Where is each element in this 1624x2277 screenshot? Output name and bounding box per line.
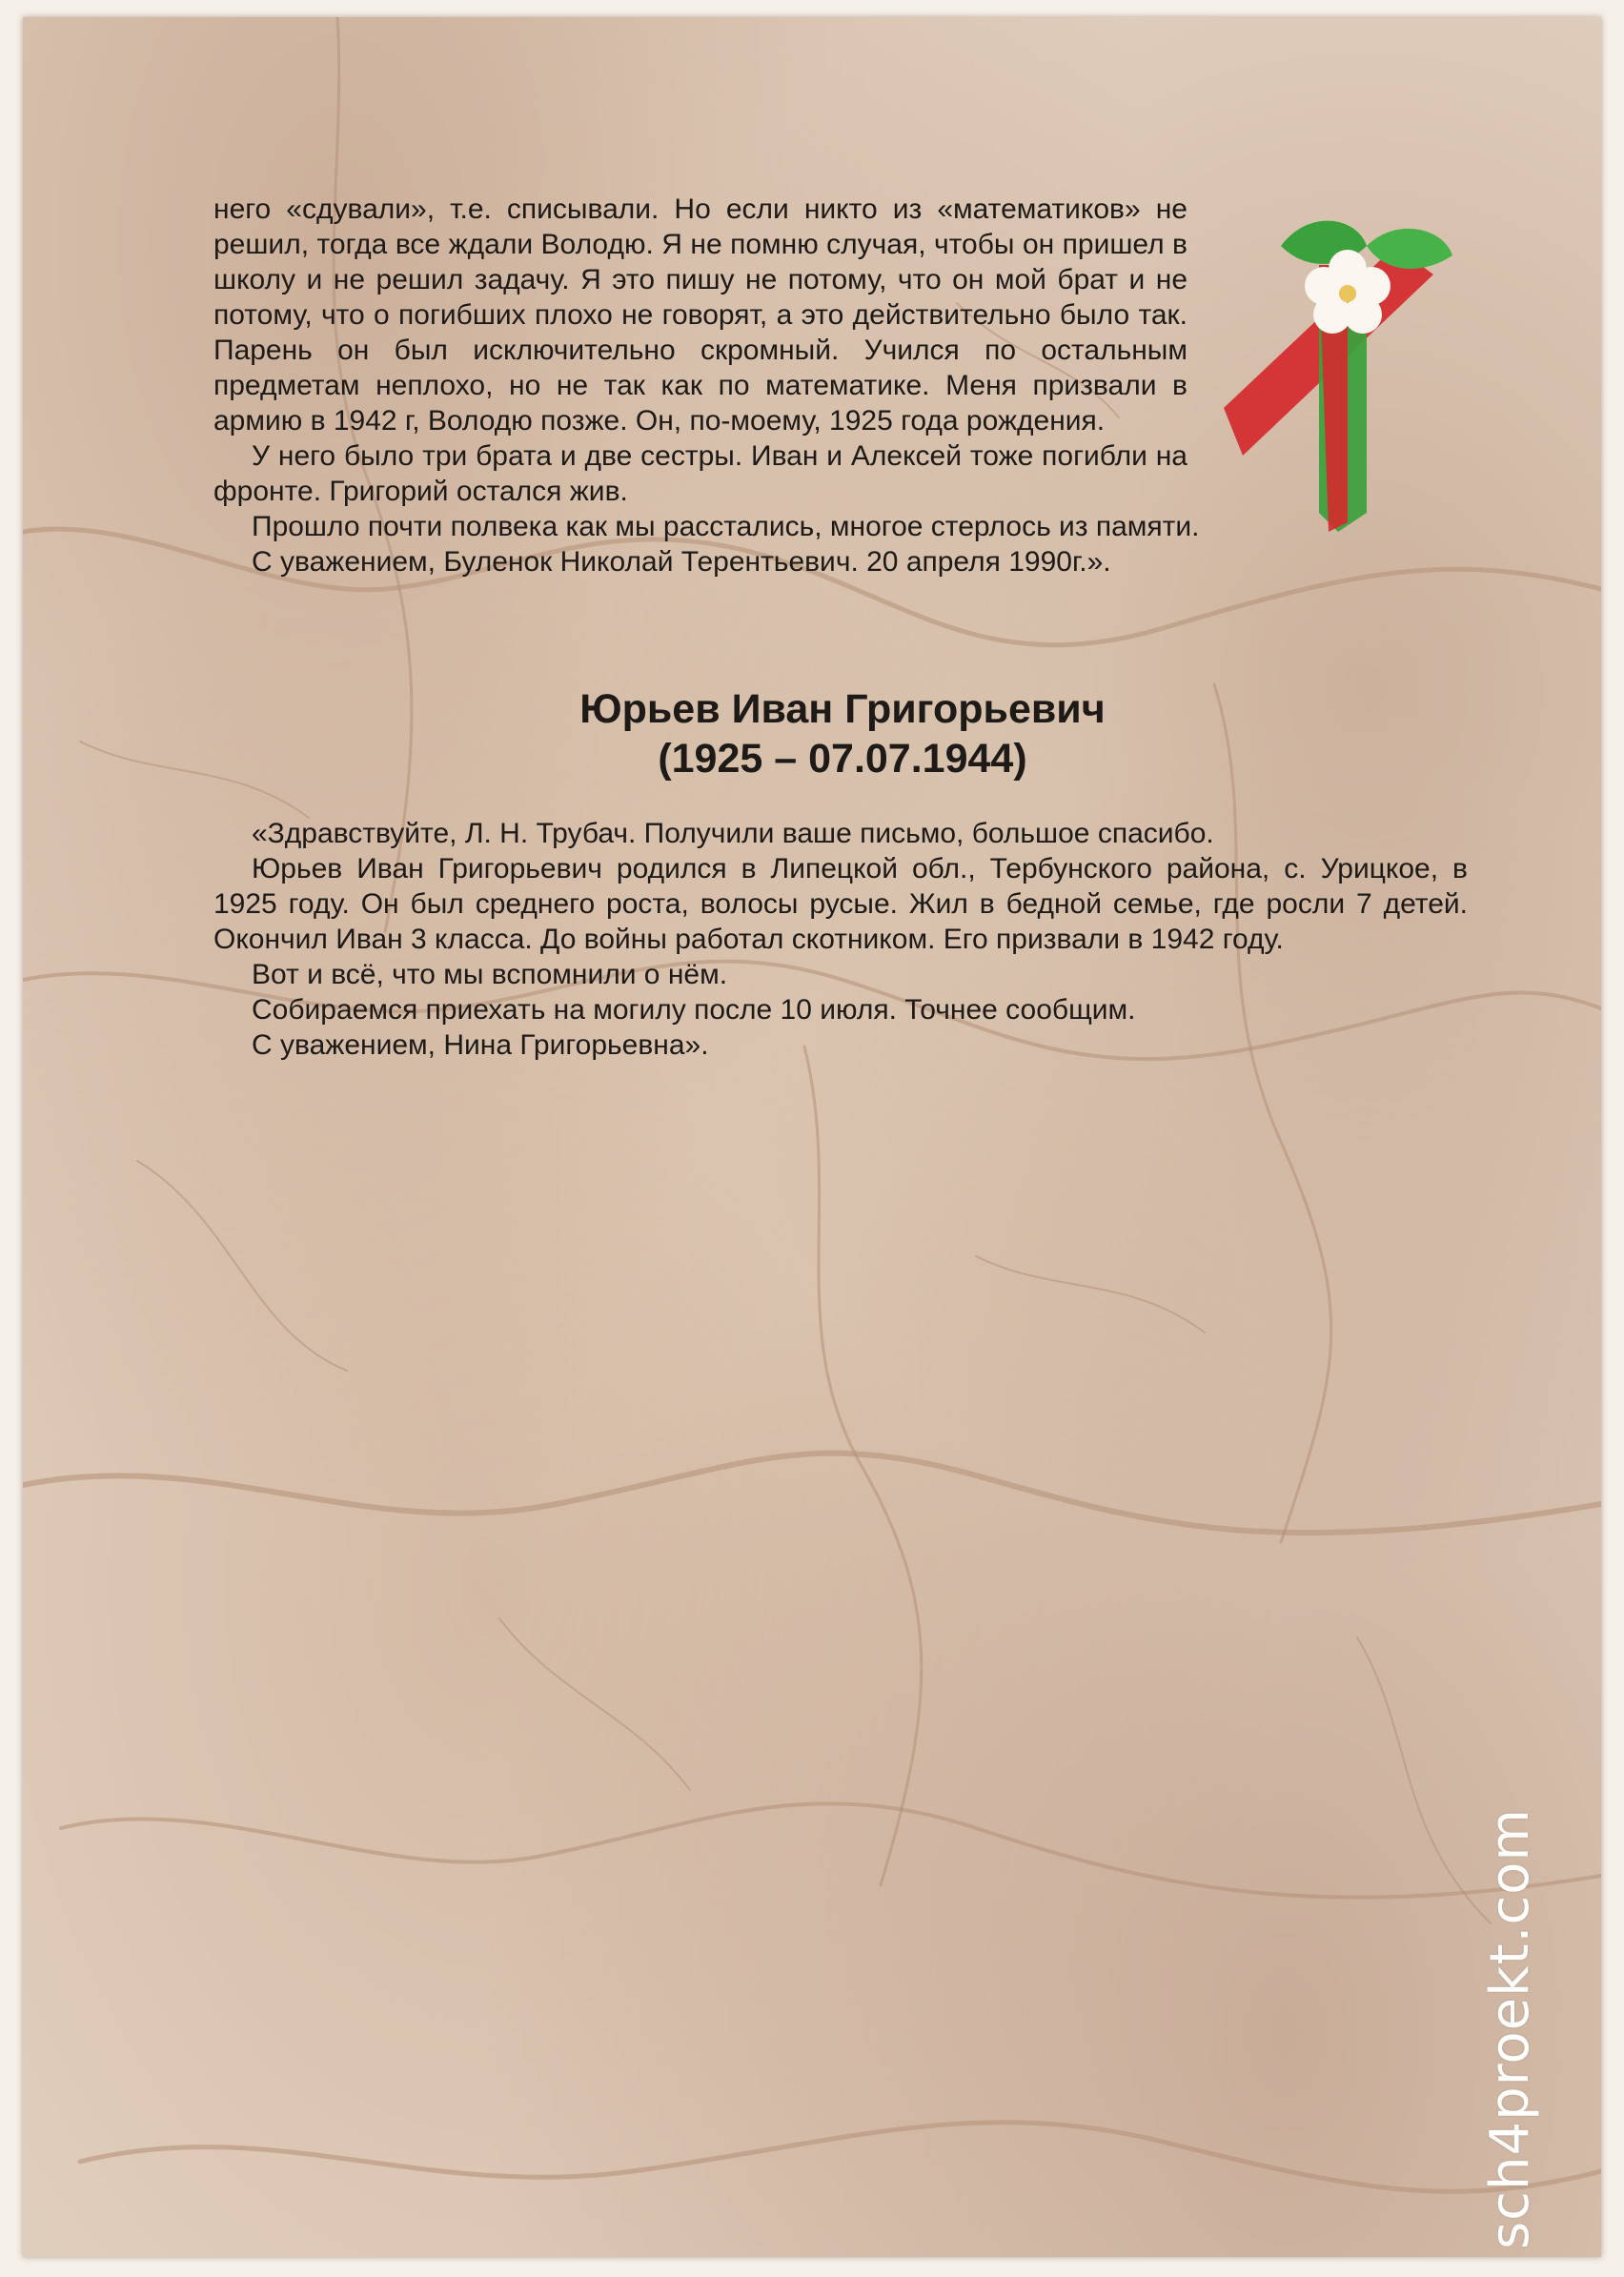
site-watermark: sch4proekt.com [1479, 1808, 1541, 2249]
letter1-signature: С уважением, Буленок Николай Терентьевич. 20 апреля 1990г.». [252, 546, 1111, 578]
aged-paper-page [23, 17, 1601, 2257]
letter-body [213, 816, 1468, 1063]
letter2-paragraph-biography: Юрьев Иван Григорьевич родился в Липецкой обл., Тербунского района, с. Урицкое, в 1925 году. Он был среднего роста, волосы русые. Жил в бедной семье, где росли 7 детей. Окончил Иван 3 класса. До войны работал скотником. Его призвали в 1942 году. [213, 853, 1468, 955]
letter1-paragraph-3: Прошло почти полвека как мы расстались, многое стерлось из памяти. [252, 511, 1200, 542]
letter-continuation [213, 192, 1200, 579]
person-dates: (1925 – 07.07.1944) [658, 736, 1027, 782]
ribbon-icon [1205, 189, 1462, 532]
letter2-paragraph-memory: Вот и всё, что мы вспомнили о нём. [252, 959, 728, 990]
letter2-greeting: «Здравствуйте, Л. Н. Трубач. Получили ваше письмо, большое спасибо. [252, 818, 1214, 849]
letter2-signature: С уважением, Нина Григорьевна». [252, 1029, 709, 1061]
section-heading [499, 684, 1186, 783]
letter1-paragraph-2: У него было три брата и две сестры. Иван и Алексей тоже погибли на фронте. Григорий остался жив. [213, 440, 1188, 507]
person-name: Юрьев Иван Григорьевич [579, 686, 1106, 732]
letter2-paragraph-visit: Собираемся приехать на могилу после 10 июля. Точнее сообщим. [252, 994, 1136, 1026]
letter1-paragraph-1: него «сдували», т.е. списывали. Но если никто из «математиков» не решил, тогда все ждали Володю. Я не помню случая, чтобы он пришел в школу и не решил задачу. Я это пишу не потому, что он мой брат и не потому, что о погибших плохо не говорят, а это действительно было так. Парень он был исключительно скромный. Учился по остальным предметам неплохо, но не так как по математике. Меня призвали в армию в 1942 г, Володю позже. Он, по-моему, 1925 года рождения. [213, 193, 1188, 437]
